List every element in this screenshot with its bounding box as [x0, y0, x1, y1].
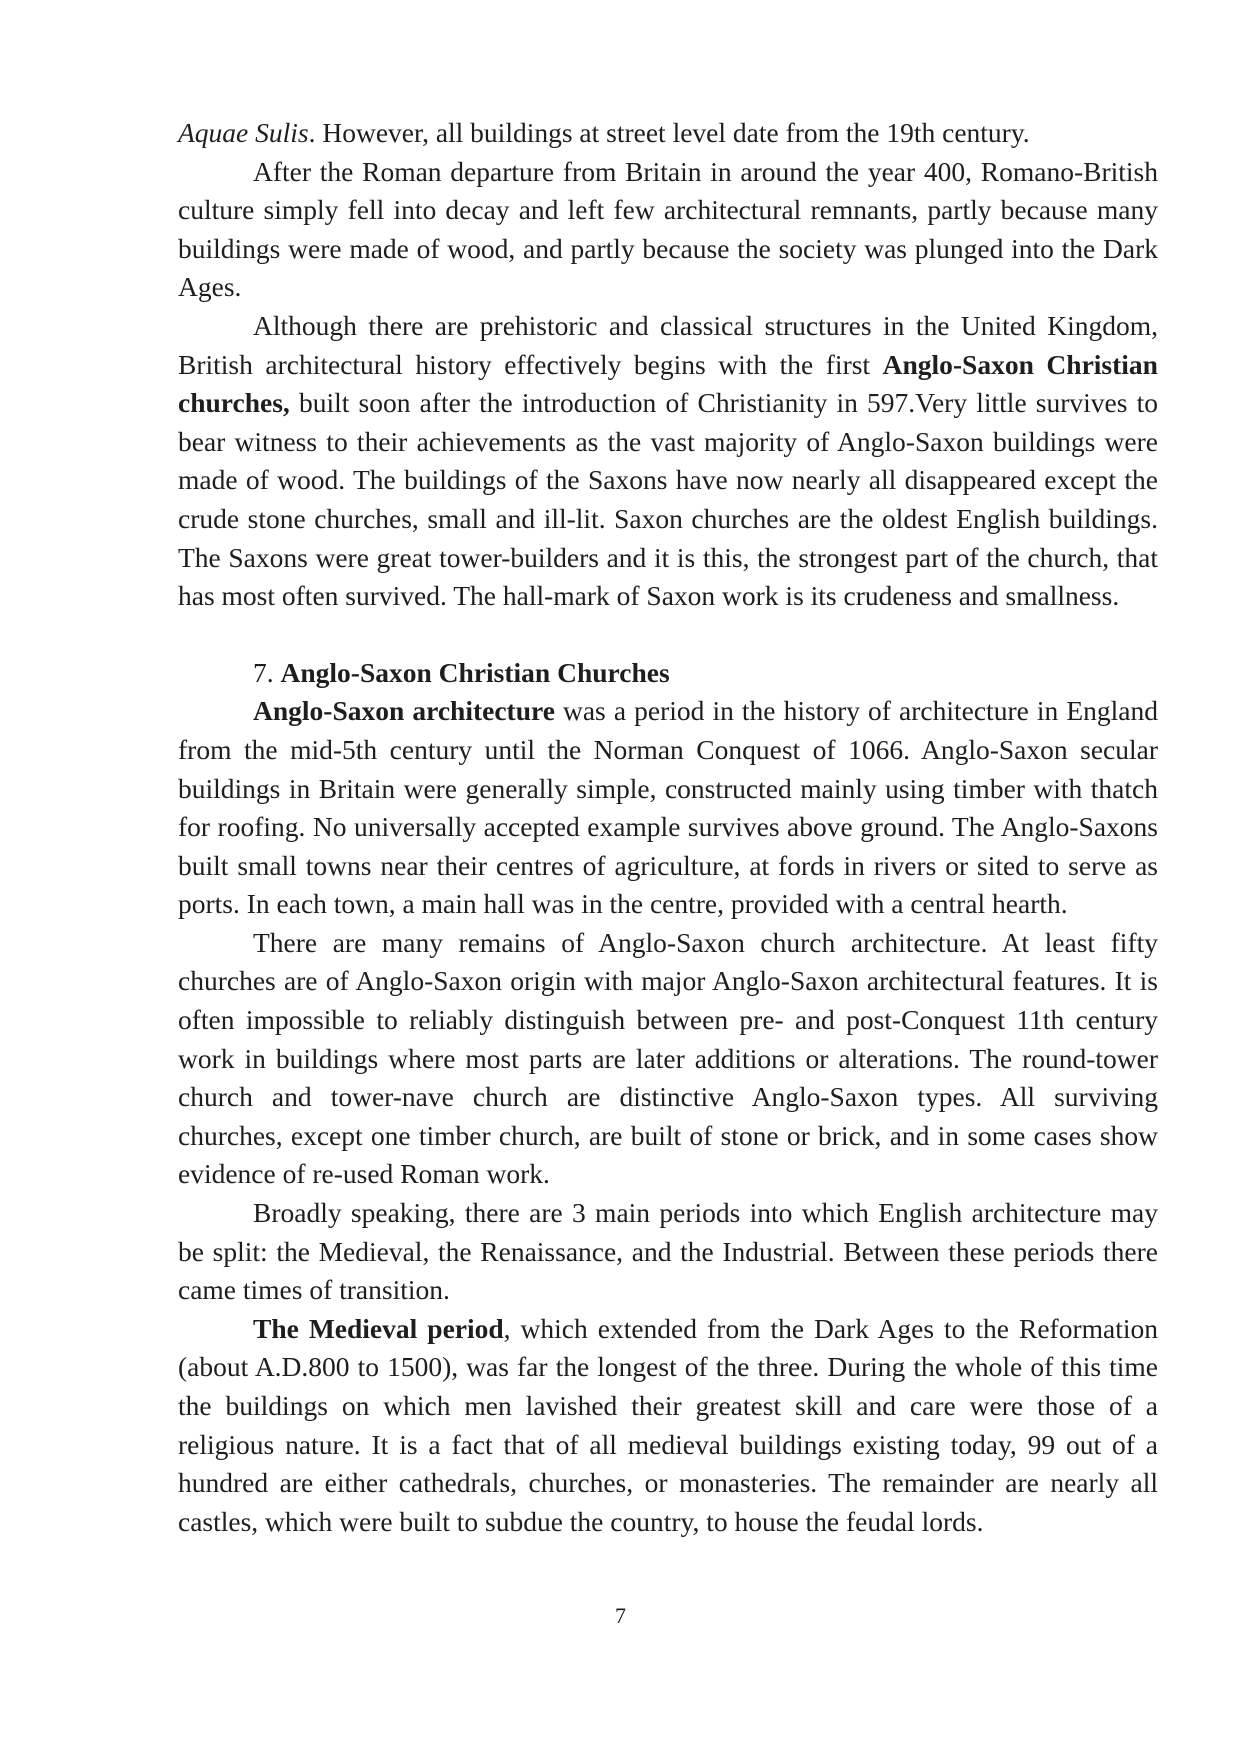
- italic-term: Aquae Sulis: [178, 117, 309, 148]
- bold-term: Anglo-Saxon architecture: [253, 695, 555, 727]
- paragraph-roman-departure: After the Roman departure from Britain in around the year 400, Romano-British culture simply fell into decay and left few architectural remnants, partly because many buildings were made of wood, and partly because the society was plunged into the Dark Ages.: [178, 155, 1158, 303]
- paragraph-medieval-period: The Medieval period, which extended from the Dark Ages to the Reformation (about A.D.800 to 1500), was far the longest of the three. During the whole of this time the buildings on which men lavished their greatest skill and care were those of a religious nature. It is a fact that of all medieval buildings existing today, 99 out of a hundred are either cathedrals, churches, or monasteries. The remainder are nearly all castles, which were built to subdue the country, to house the feudal lords.: [178, 1312, 1158, 1537]
- paragraph-anglo-saxon-architecture: Anglo-Saxon architecture was a period in the history of architecture in England from the mid-5th century until the Norman Conquest of 1066. Anglo-Saxon secular buildings in Britain were generally simple, constructed mainly using timber with thatch for roofing. No universally accepted example survives above ground. The Anglo-Saxons built small towns near their centres of agriculture, at fords in rivers or sited to serve as ports. In each town, a main hall was in the centre, provided with a central hearth.: [178, 695, 1158, 920]
- bold-term: The Medieval period: [253, 1312, 504, 1344]
- paragraph-church-remains: There are many remains of Anglo-Saxon church architecture. At least fifty churches are of Anglo-Saxon origin with major Anglo-Saxon architectural features. It is often impossible to reliably distinguish between pre- and post-Conquest 11th century work in buildings where most parts are later additions or alterations. The round-tower church and tower-nave church are distinctive Anglo-Saxon types. All surviving churches, except one timber church, are built of stone or brick, and in some cases show evidence of re-used Roman work.: [178, 926, 1158, 1190]
- bold-term: Anglo-Saxon Christian churches,: [178, 348, 1158, 419]
- paragraph-main-periods: Broadly speaking, there are 3 main periods into which English architecture may be split: the Medieval, the Renaissance, and the Industrial. Between these periods there came times of transition.: [178, 1197, 1158, 1306]
- section-gap: [178, 616, 1158, 654]
- page-body: [178, 114, 1158, 1541]
- paragraph-british-history: Although there are prehistoric and classical structures in the United Kingdom, British architectural history effectively begins with the first Anglo-Saxon Christian churches, built soon after the introduction of Christianity in 597.Very little survives to bear witness to their achievements as the vast majority of Anglo-Saxon buildings were made of wood. The buildings of the Saxons have now nearly all disappeared except the crude stone churches, small and ill-lit. Saxon churches are the oldest English buildings. The Saxons were great tower-builders and it is this, the strongest part of the church, that has most often survived. The hall-mark of Saxon work is its crudeness and smallness.: [178, 309, 1158, 612]
- page-number: 7: [615, 1603, 626, 1628]
- section-heading: 7. Anglo-Saxon Christian Churches: [253, 656, 670, 688]
- paragraph-aquae-sulis: Aquae Sulis. However, all buildings at street level date from the 19th century.: [178, 117, 1030, 148]
